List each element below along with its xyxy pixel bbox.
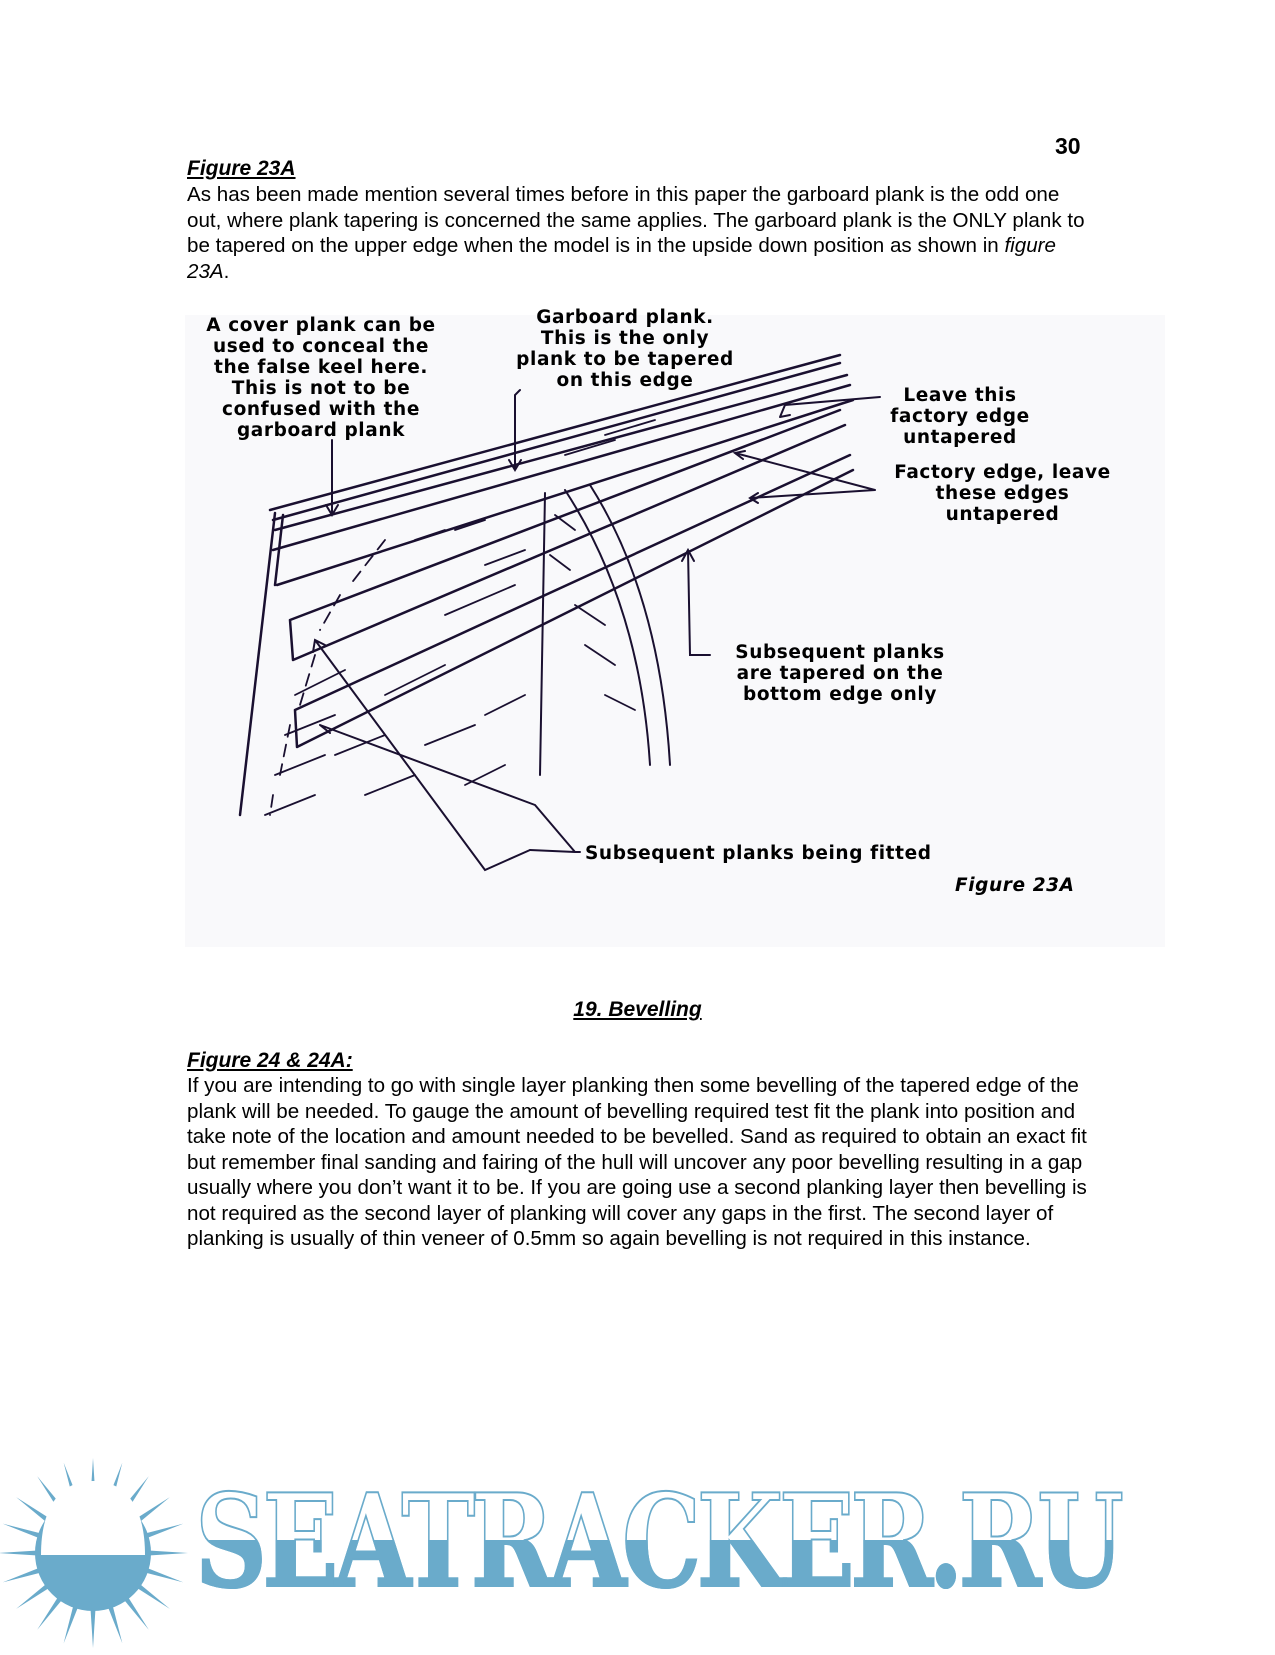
page-number: 30 [1055,133,1081,159]
label-line: bottom edge only [743,684,937,705]
figure-23a-illustration [185,307,1165,947]
label-line: untapered [945,504,1060,525]
frame-rib [565,485,670,765]
watermark-text: SEATRACKER.RU [195,1467,1120,1617]
label-line: on this edge [556,370,694,391]
figure-23a-heading: Figure 23A [187,157,296,180]
label-line: the false keel here. [214,357,428,378]
figure-caption: Figure 23A [955,875,1075,896]
figure-24-heading: Figure 24 & 24A: [187,1049,353,1072]
label-line: are tapered on the [736,663,944,684]
section-heading: 19. Bevelling [573,998,702,1021]
frame-line [540,493,545,775]
figure-24-paragraph: If you are intending to go with single layer planking then some bevelling of the tapered edge of the plank will be needed. To gauge the amount of bevelling required test fit the plank into position and take note of the location and amount needed to be bevelled. Sand as required to obtain an exact fit but remember final sanding and fairing of the hull will uncover any poor bevelling resulting in a gap usually where you don’t want it to be. If you are going use a second planking layer then bevelling is not required as the second layer of planking will cover any gaps in the first. The second layer of planking is usually of thin veneer of 0.5mm so again bevelling is not required in this instance. [187,1074,1087,1250]
label-line: used to conceal the [213,336,429,357]
paragraph-text: As has been made mention several times before in this paper the garboard plank is the odd one out, where plank tapering is concerned the same applies. The garboard plank is the ONLY plank to be tapered on the upper edge when the model is in the upside down position as shown in [187,183,1085,257]
figure-23a-paragraph [187,182,1092,284]
plank-lines [290,410,845,660]
arrows [313,390,880,870]
label-subsequent-tapered [705,642,975,705]
label-line: This is not to be [231,378,411,399]
label-garboard [495,307,755,391]
label-line: Factory edge, leave [894,462,1111,483]
label-being-fitted: Subsequent planks being fitted [585,843,932,864]
sun-highlight [41,1481,145,1555]
watermark-logo [0,1455,1275,1650]
label-line: Subsequent planks [735,642,945,663]
label-line: plank to be tapered [516,349,734,370]
label-leave-factory-edge [875,385,1045,448]
paragraph-end: . [223,259,230,283]
paragraph-figure-ref: figure 23A [187,234,1056,283]
label-cover-plank [185,315,457,441]
label-line: confused with the [222,399,420,420]
label-line: Garboard plank. [536,307,714,328]
label-line: untapered [903,427,1017,448]
label-line: Leave this [903,385,1017,406]
label-factory-edges [870,462,1135,525]
label-line: these edges [935,483,1070,504]
label-line: A cover plank can be [206,315,436,336]
hull-edge-line [240,513,275,815]
label-line: garboard plank [236,420,406,441]
label-line: factory edge [890,406,1030,427]
label-line: This is the only [540,328,710,349]
